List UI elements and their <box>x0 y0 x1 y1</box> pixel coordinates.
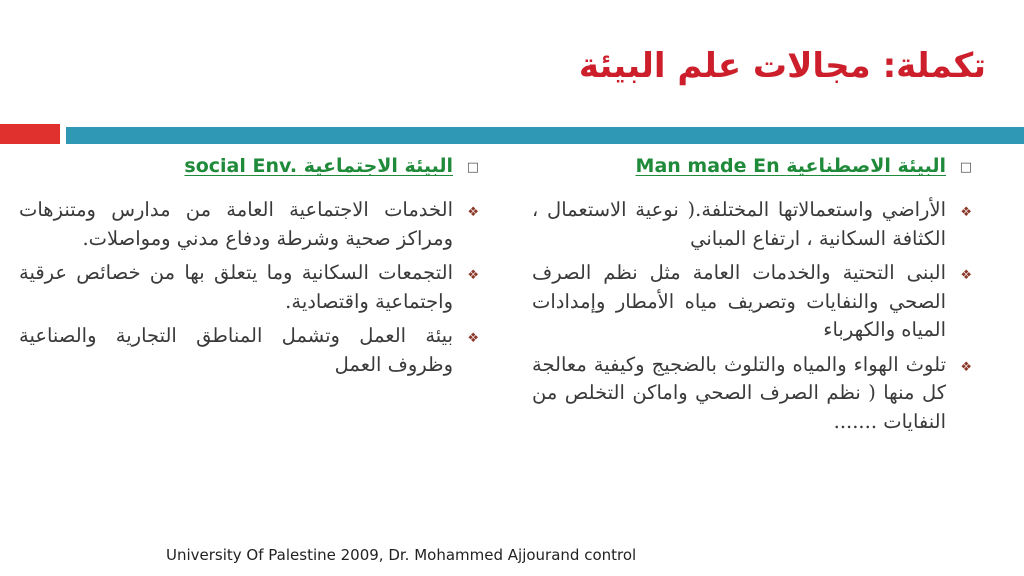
diamond-bullet-icon: ❖ <box>960 205 972 220</box>
accent-bar-blue <box>66 127 1024 144</box>
bullet-text: تلوث الهواء والمياه والتلوث بالضجيج وكيفية معالجة كل منها ( نظم الصرف الصحي واماكن التخلص من النفايات ....... <box>532 352 946 433</box>
heading-english: Man made En <box>635 155 780 177</box>
slide-title: تكملة: مجالات علم البيئة <box>578 46 986 86</box>
column-social <box>19 152 479 385</box>
bullet-text: بيئة العمل وتشمل المناطق التجارية والصناعية وظروف العمل <box>19 324 453 376</box>
heading-english: social Env. <box>184 155 298 177</box>
diamond-bullet-icon: ❖ <box>467 331 479 346</box>
heading-item <box>19 152 479 180</box>
square-bullet-icon: □ <box>959 160 972 175</box>
diamond-bullet-icon: ❖ <box>960 359 972 375</box>
accent-bar-red <box>0 124 60 144</box>
diamond-bullet-icon: ❖ <box>467 268 479 283</box>
square-bullet-icon: □ <box>466 160 479 175</box>
list-item <box>19 259 479 316</box>
column-man-made <box>532 152 972 442</box>
heading-arabic: البيئة الاصطناعية <box>786 155 946 177</box>
list-item <box>532 259 972 345</box>
diamond-bullet-icon: ❖ <box>960 268 972 283</box>
heading-arabic: البيئة الاجتماعية <box>303 155 453 177</box>
bullet-text: الخدمات الاجتماعية العامة من مدارس ومتنزهات ومراكز صحية وشرطة ودفاع مدني ومواصلات. <box>19 198 453 250</box>
bullet-text: البنى التحتية والخدمات العامة مثل نظم الصرف الصحي والنفايات وتصريف مياه الأمطار وإمدادات المياه والكهرباء <box>532 261 946 341</box>
heading-item <box>532 152 972 180</box>
bullet-text: التجمعات السكانية وما يتعلق بها من خصائص عرقية واجتماعية واقتصادية. <box>19 261 453 313</box>
bullet-text: الأراضي واستعمالاتها المختلفة.( نوعية الاستعمال ، الكثافة السكانية ، ارتفاع المباني <box>532 198 946 250</box>
list-item <box>532 196 972 253</box>
list-item <box>532 351 972 437</box>
footer-text: University Of Palestine 2009, Dr. Mohammed Ajjourand control <box>166 546 637 564</box>
column-heading <box>532 152 946 180</box>
list-item <box>19 196 479 253</box>
column-heading <box>19 152 453 180</box>
list-item <box>19 322 479 379</box>
diamond-bullet-icon: ❖ <box>467 205 479 220</box>
